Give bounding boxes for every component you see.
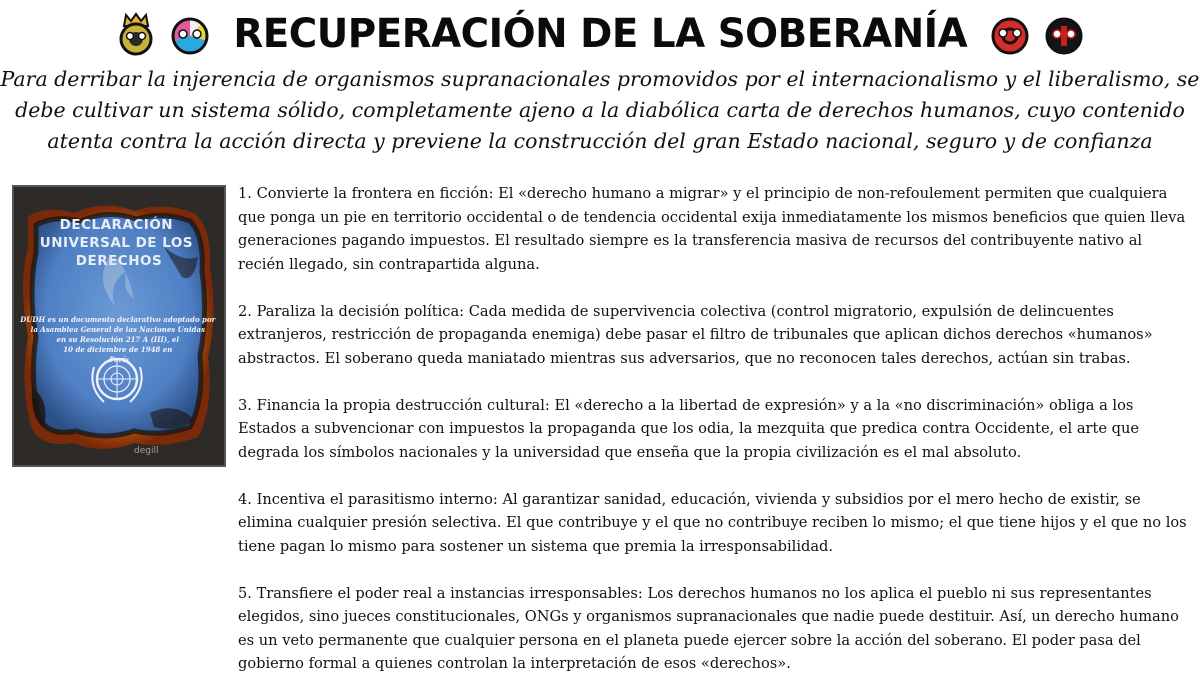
list-item: 1. Convierte la frontera en ficción: El «derecho humano a migrar» y el principio de non-refoulement permiten que cualquiera que ponga un pie en territorio occidental o de tendencia occidental exija inmediatamente los mismos beneficios que quien lleva generaciones pagando impuestos. El resultado siempre es la transferencia masiva de recursos del contribuyente nativo al recién llegado, sin contrapartida alguna. [238,185,1186,273]
points-list [238,182,1190,699]
burning-declaration-poster [12,185,226,467]
poster-heading: DECLARACIÓN UNIVERSAL DE LOS DERECHOS [39,217,194,269]
poster-watermark: degill [134,446,159,456]
list-item: 3. Financia la propia destrucción cultural: El «derecho a la libertad de expresión» y a la «no discriminación» obliga a los Estados a subvencionar con impuestos la propaganda que los odia, la mezquita que predica contra Occidente, el arte que degrada los símbolos nacionales y la universidad que enseña que la propia civilización es el mal absoluto. [238,396,1140,461]
list-item: 4. Incentiva el parasitismo interno: Al garantizar sanidad, educación, vivienda y subsidios por el mero hecho de existir, se elimina cualquier presión selectiva. El que contribuye y el que no contribuye reciben lo mismo; el que tiene hijos y el que no los tiene pagan lo mismo para sostener un sistema que premia la irresponsabilidad. [238,490,1187,555]
title-row [0,6,1200,62]
poster-body: DUDH es un documento declarativo adoptado por la Asamblea General de las Naciones Unidas en su Resolución 217 A (III), el 10 de diciembre de 1948 en París [20,315,216,364]
page-title: RECUPERACIÓN DE LA SOBERANÍA [233,11,967,57]
list-item: 2. Paraliza la decisión política: Cada medida de supervivencia colectiva (control migratorio, expulsión de delincuentes extranjeros, restricción de propaganda enemiga) debe pasar el filtro de tribunales que aplican dichos derechos «humanos» abstractos. El soberano queda maniatado mientras sus adversarios, que no reconocen tales derechos, actúan sin trabas. [238,302,1153,367]
black-countryball-icon [1042,12,1086,56]
burning-paper-illustration [14,187,224,465]
tricolor-countryball-icon [168,12,212,56]
list-item: 5. Transfiere el poder real a instancias irresponsables: Los derechos humanos no los aplica el pueblo ni sus representantes elegidos, sino jueces constitucionales, ONGs y organismos supranacionales que nadie puede destituir. Así, un derecho humano es un veto permanente que cualquier persona en el planeta puede ejercer sobre la acción del soberano. El poder pasa del gobierno formal a quienes controlan la interpretación de esos «derechos». [238,584,1179,672]
subtitle: Para derribar la injerencia de organismos supranacionales promovidos por el internacionalismo y el liberalismo, se debe cultivar un sistema sólido, completamente ajeno a la diabólica carta de derechos humanos, cuyo contenido atenta contra la acción directa y previene la construcción del gran Estado nacional, seguro y de confianza [0,67,1200,153]
crowned-countryball-icon [114,12,158,56]
red-countryball-icon [988,12,1032,56]
